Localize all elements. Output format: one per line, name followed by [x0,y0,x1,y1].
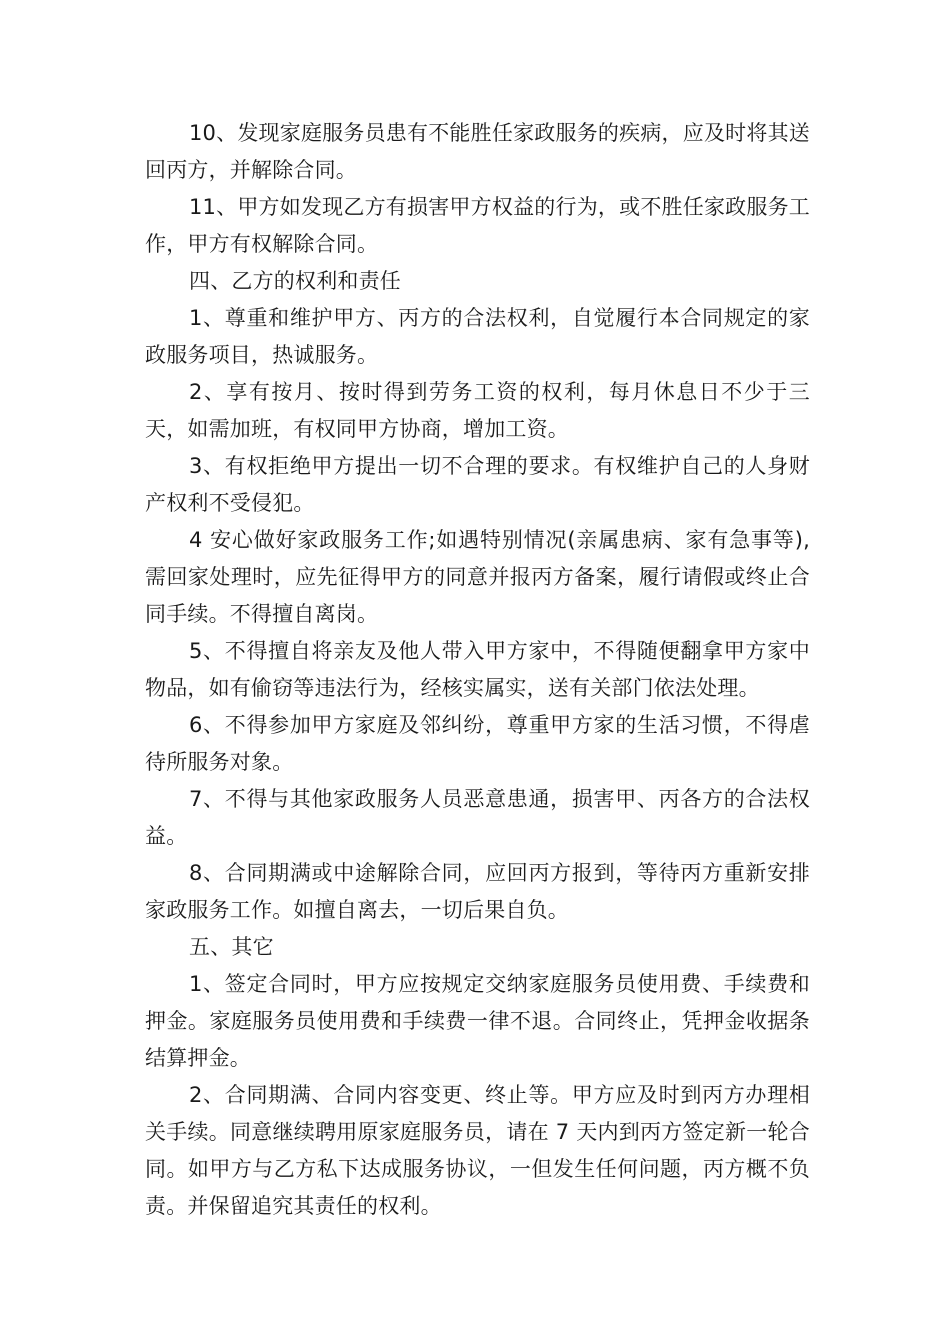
clause-5-2: 2、合同期满、合同内容变更、终止等。甲方应及时到丙方办理相关手续。同意继续聘用原家庭服务员，请在 7 天内到丙方签定新一轮合同。如甲方与乙方私下达成服务协议，一但发生任何问题，丙方概不负责。并保留追究其责任的权利。 [145,1083,810,1218]
clause-4-6: 6、不得参加甲方家庭及邻纠纷，尊重甲方家的生活习惯，不得虐待所服务对象。 [145,713,810,774]
clause-4-8: 8、合同期满或中途解除合同，应回丙方报到，等待丙方重新安排家政服务工作。如擅自离去，一切后果自负。 [145,861,810,922]
clause-4-5: 5、不得擅自将亲友及他人带入甲方家中，不得随便翻拿甲方家中物品，如有偷窃等违法行为，经核实属实，送有关部门依法处理。 [145,639,810,700]
document-body [145,115,810,1225]
clause-4-7: 7、不得与其他家政服务人员恶意患通，损害甲、丙各方的合法权益。 [145,787,810,848]
clause-5-1: 1、签定合同时，甲方应按规定交纳家庭服务员使用费、手续费和押金。家庭服务员使用费和手续费一律不退。合同终止，凭押金收据条结算押金。 [145,972,810,1070]
section-heading-4: 四、乙方的权利和责任 [189,269,401,293]
clause-4-1: 1、尊重和维护甲方、丙方的合法权利，自觉履行本合同规定的家政服务项目，热诚服务。 [145,306,810,367]
clause-4-2: 2、享有按月、按时得到劳务工资的权利，每月休息日不少于三天，如需加班，有权同甲方协商，增加工资。 [145,380,810,441]
section-heading-5: 五、其它 [189,935,274,959]
clause-11: 11、甲方如发现乙方有损害甲方权益的行为，或不胜任家政服务工作，甲方有权解除合同。 [145,195,810,256]
clause-4-4: 4 安心做好家政服务工作;如遇特别情况(亲属患病、家有急事等),需回家处理时，应先征得甲方的同意并报丙方备案，履行请假或终止合同手续。不得擅自离岗。 [145,528,810,626]
clause-4-3: 3、有权拒绝甲方提出一切不合理的要求。有权维护自己的人身财产权利不受侵犯。 [145,454,810,515]
clause-10: 10、发现家庭服务员患有不能胜任家政服务的疾病，应及时将其送回丙方，并解除合同。 [145,121,810,182]
